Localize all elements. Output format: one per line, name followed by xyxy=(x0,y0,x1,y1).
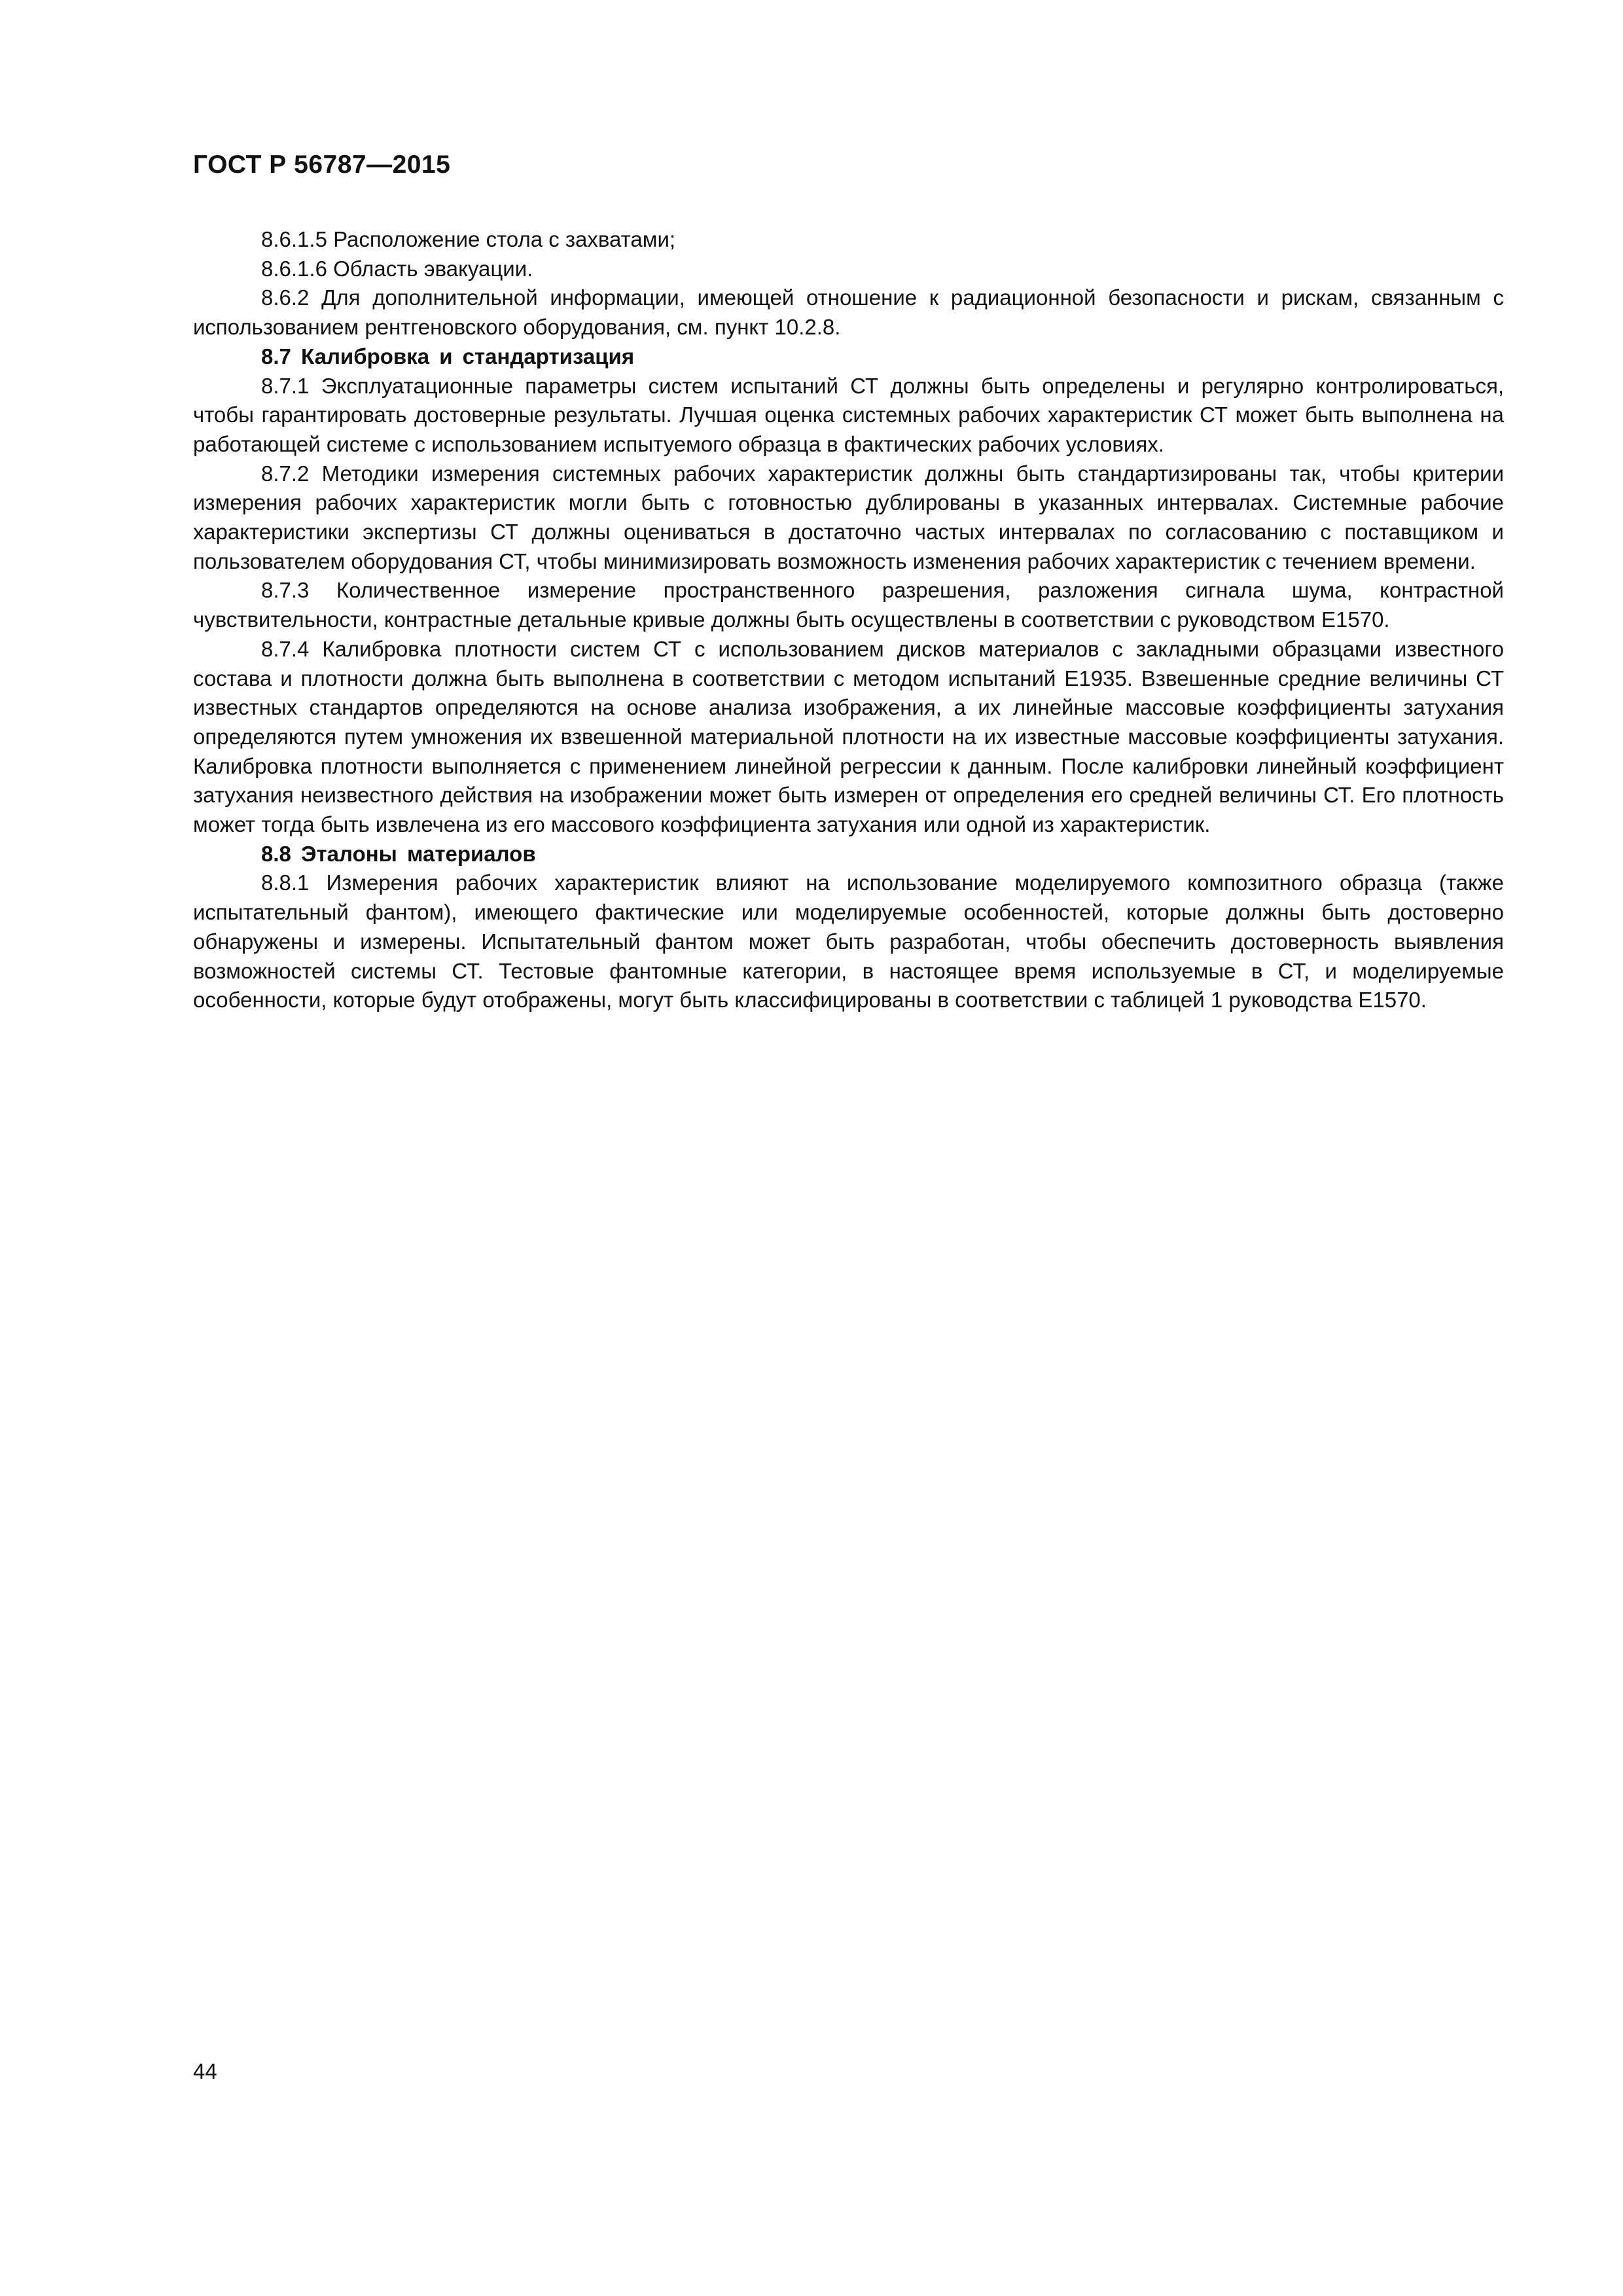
clause-8-6-1-5: 8.6.1.5 Расположение стола с захватами; xyxy=(261,227,676,251)
clause-8-7-2: 8.7.2 Методики измерения системных рабочих характеристик должны быть стандартизированы так, чтобы критерии измерения рабочих характеристик могли быть с готовностью дублированы в указанных интервалах. Системные рабочие характеристики экспертизы СТ должны оцениваться в достаточно частых интервалах по согласованию с поставщиком и пользователем оборудования СТ, чтобы минимизировать возможность изменения рабочих характеристик с течением времени. xyxy=(193,461,1504,573)
clause-8-6-1-6: 8.6.1.6 Область эвакуации. xyxy=(261,256,533,281)
clause-8-6-2: 8.6.2 Для дополнительной информации, имеющей отношение к радиационной безопасности и рискам, связанным с использованием рентгеновского оборудования, см. пункт 10.2.8. xyxy=(193,285,1504,340)
document-code-header: ГОСТ Р 56787—2015 xyxy=(193,151,451,179)
section-heading-8-8: 8.8 Эталоны материалов xyxy=(261,841,536,866)
page-number: 44 xyxy=(193,2059,217,2083)
clause-8-7-3: 8.7.3 Количественное измерение пространственного разрешения, разложения сигнала шума, контрастной чувствительности, контрастные детальные кривые должны быть осуществлены в соответствии с руководством Е1570. xyxy=(193,578,1504,632)
clause-8-7-4: 8.7.4 Калибровка плотности систем СТ с использованием дисков материалов с закладными образцами известного состава и плотности должна быть выполнена в соответствии с методом испытаний Е1935. Взвешенные средние величины СТ известных стандартов определяются на основе анализа изображения, а их линейные массовые коэффициенты затухания определяются путем умножения их взвешенной материальной плотности на их известные массовые коэффициенты затухания. Калибровка плотности выполняется с применением линейной регрессии к данным. После калибровки линейный коэффициент затухания неизвестного действия на изображении может быть измерен от определения его средней величины СТ. Его плотность может тогда быть извлечена из его массового коэффициента затухания или одной из характеристик. xyxy=(193,636,1504,837)
section-heading-8-7: 8.7 Калибровка и стандартизация xyxy=(261,344,635,368)
document-body xyxy=(193,225,1504,1015)
clause-8-8-1: 8.8.1 Измерения рабочих характеристик влияют на использование моделируемого композитного образца (также испытательный фантом), имеющего фактические или моделируемые особенностей, которые должны быть достоверно обнаружены и измерены. Испытательный фантом может быть разработан, чтобы обеспечить достоверность выявления возможностей системы СТ. Тестовые фантомные категории, в настоящее время используемые в СТ, и моделируемые особенности, которые будут отображены, могут быть классифицированы в соответствии с таблицей 1 руководства Е1570. xyxy=(193,870,1504,1013)
clause-8-7-1: 8.7.1 Эксплуатационные параметры систем испытаний СТ должны быть определены и регулярно контролироваться, чтобы гарантировать достоверные результаты. Лучшая оценка системных рабочих характеристик СТ может быть выполнена на работающей системе с использованием испытуемого образца в фактических рабочих условиях. xyxy=(193,373,1504,456)
